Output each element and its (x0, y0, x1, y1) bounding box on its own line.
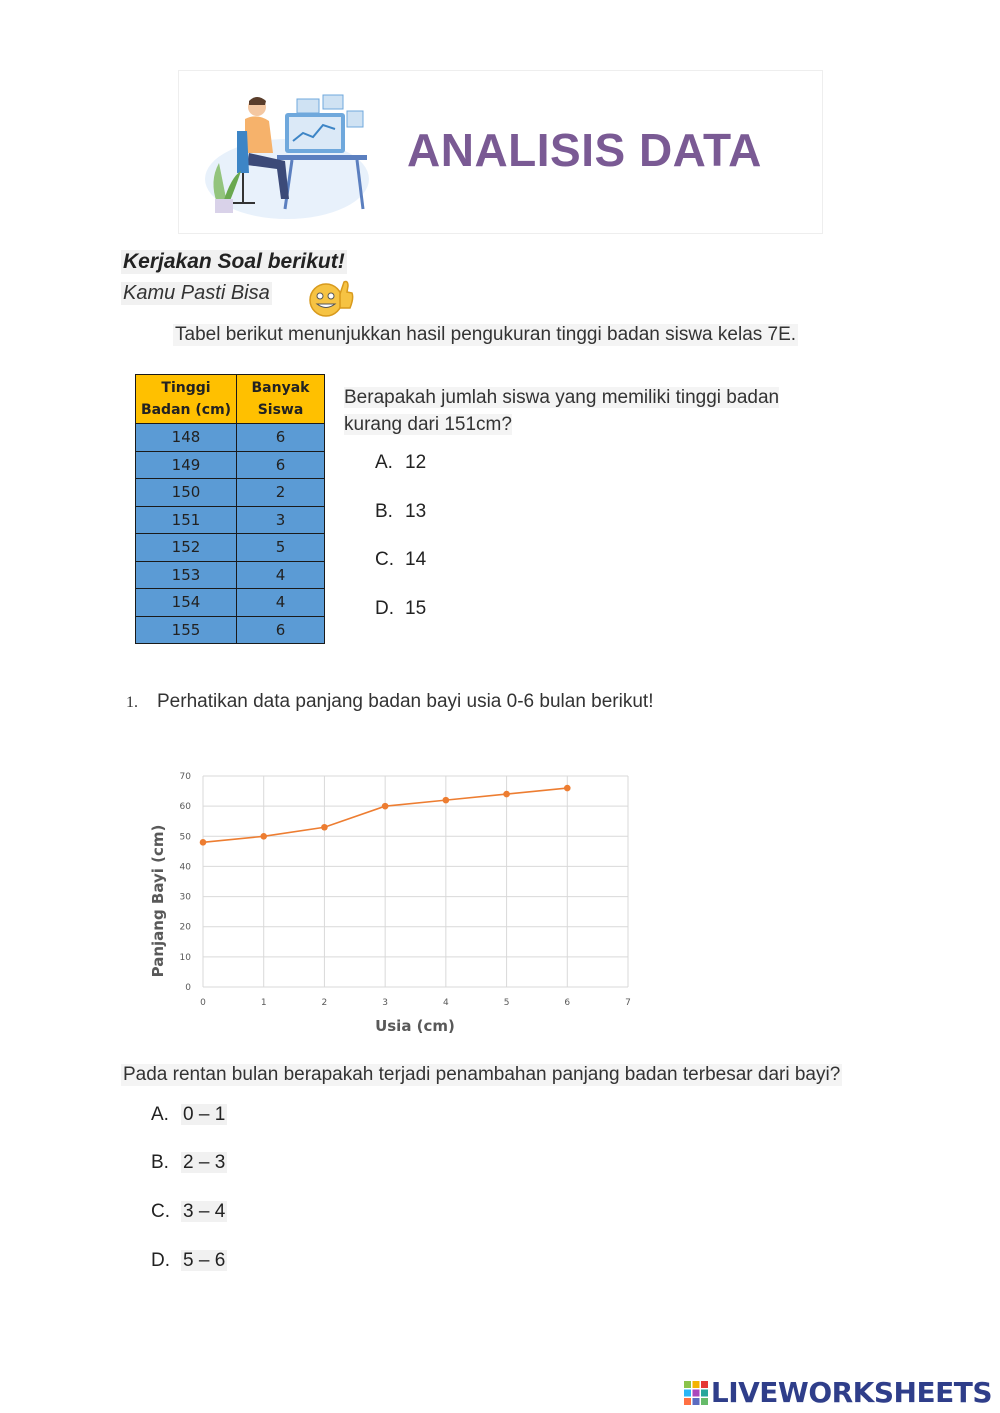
thumbs-up-emoji-icon (306, 278, 354, 318)
table-row (136, 616, 325, 644)
liveworksheets-logo[interactable] (683, 1376, 992, 1409)
chart-data-point (503, 791, 510, 798)
instruction-heading: Kerjakan Soal berikut! (123, 250, 345, 273)
chart-x-tick-label: 2 (321, 998, 328, 1008)
option-value: 12 (405, 452, 427, 473)
table-row (136, 561, 325, 589)
person-at-computer-illustration (197, 91, 377, 221)
chart-x-ticks (200, 998, 631, 1008)
option-letter: A. (375, 452, 393, 473)
chart-x-tick-label: 7 (625, 998, 631, 1008)
liveworksheets-logo-icon (683, 1380, 709, 1406)
table-cell: 6 (237, 451, 325, 479)
option-value: 3 – 4 (183, 1201, 226, 1222)
chart-x-axis-label: Usia (cm) (375, 1017, 455, 1035)
table-cell: 152 (136, 534, 237, 562)
q2-option-d[interactable] (151, 1250, 227, 1272)
logo-text: LIVEWORKSHEETS (710, 1376, 992, 1409)
table-row (136, 451, 325, 479)
table-cell: 6 (237, 616, 325, 644)
height-table (135, 374, 325, 644)
option-letter: C. (151, 1201, 170, 1222)
chart-y-ticks (180, 772, 192, 993)
option-value: 2 – 3 (183, 1152, 226, 1173)
table-cell: 154 (136, 589, 237, 617)
table-cell: 3 (237, 506, 325, 534)
option-letter: D. (375, 598, 394, 619)
header-banner (178, 70, 823, 234)
option-value: 13 (405, 501, 427, 522)
chart-data-point (382, 803, 389, 810)
chart-y-tick-label: 0 (185, 983, 191, 993)
q1-option-b[interactable] (375, 501, 426, 523)
question-2-text: Pada rentan bulan berapakah terjadi penambahan panjang badan terbesar dari bayi? (123, 1064, 841, 1085)
chart-y-tick-label: 60 (179, 802, 191, 813)
q2-option-c[interactable] (151, 1201, 227, 1223)
encouragement-text: Kamu Pasti Bisa (123, 282, 270, 304)
chart-y-tick-label: 70 (179, 772, 191, 782)
table-cell: 148 (136, 424, 237, 452)
question-1-text: Berapakah jumlah siswa yang memiliki tinggi badan kurang dari 151cm? (344, 387, 780, 435)
chart-data-point (200, 839, 207, 846)
chart-grid (203, 776, 628, 987)
option-value: 14 (405, 549, 427, 570)
option-letter: D. (151, 1250, 170, 1271)
banner-title: ANALISIS DATA (407, 124, 762, 176)
q2-option-b[interactable] (151, 1152, 227, 1174)
option-value: 5 – 6 (183, 1250, 226, 1271)
chart-x-tick-label: 4 (442, 998, 449, 1008)
table-cell: 2 (237, 479, 325, 507)
table-row (136, 479, 325, 507)
item-number: 1. (126, 694, 138, 711)
option-value: 0 – 1 (183, 1104, 226, 1125)
table-cell: 155 (136, 616, 237, 644)
chart-y-tick-label: 10 (179, 952, 191, 963)
option-value: 15 (405, 598, 427, 619)
table-cell: 151 (136, 506, 237, 534)
option-letter: C. (375, 549, 394, 570)
table-cell: 153 (136, 561, 237, 589)
chart-x-tick-label: 5 (503, 998, 510, 1008)
chart-data-point (260, 833, 267, 840)
table-header-row (136, 375, 325, 424)
q2-option-a[interactable] (151, 1104, 227, 1126)
q1-option-d[interactable] (375, 598, 426, 620)
table-header-height: Tinggi Badan (cm) (136, 375, 237, 424)
line-chart (140, 762, 650, 1044)
q1-option-a[interactable] (375, 452, 426, 474)
table-row (136, 424, 325, 452)
table-row (136, 589, 325, 617)
chart-data-point (443, 797, 450, 804)
chart-y-axis-label: Panjang Bayi (cm) (149, 824, 167, 978)
table-cell: 150 (136, 479, 237, 507)
table-header-count: Banyak Siswa (237, 375, 325, 424)
table-cell: 5 (237, 534, 325, 562)
table-cell: 4 (237, 589, 325, 617)
chart-y-tick-label: 40 (179, 862, 191, 873)
intro-text: Tabel berikut menunjukkan hasil pengukuran tinggi badan siswa kelas 7E. (175, 324, 797, 345)
option-letter: A. (151, 1104, 169, 1125)
option-letter: B. (151, 1152, 169, 1173)
chart-data-point (564, 785, 571, 792)
chart-y-tick-label: 20 (179, 922, 191, 933)
table-cell: 149 (136, 451, 237, 479)
q1-option-c[interactable] (375, 549, 426, 571)
chart-y-tick-label: 50 (179, 832, 191, 843)
chart-x-tick-label: 1 (260, 998, 267, 1008)
table-row (136, 534, 325, 562)
chart-x-tick-label: 0 (200, 998, 206, 1008)
table-row (136, 506, 325, 534)
table-cell: 4 (237, 561, 325, 589)
chart-data-point (321, 824, 328, 831)
item-text: Perhatikan data panjang badan bayi usia 0-6 bulan berikut! (157, 691, 654, 712)
chart-x-tick-label: 3 (382, 998, 389, 1008)
chart-y-tick-label: 30 (179, 892, 191, 903)
chart-x-tick-label: 6 (564, 998, 571, 1008)
option-letter: B. (375, 501, 393, 522)
table-cell: 6 (237, 424, 325, 452)
